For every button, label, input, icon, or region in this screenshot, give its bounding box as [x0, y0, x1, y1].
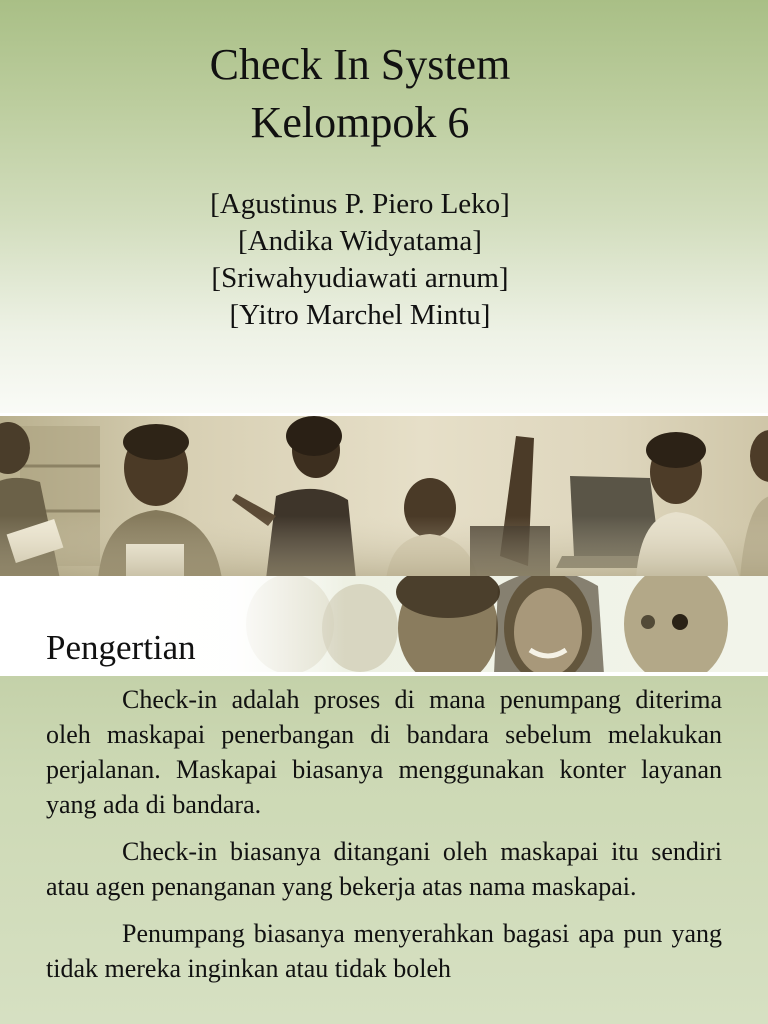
definition-text: [46, 682, 722, 998]
slide-header: [0, 576, 768, 674]
students-photo-strip: [0, 413, 768, 576]
paragraph: Penumpang biasanya menyerahkan bagasi apa pun yang tidak mereka inginkan atau tidak boleh: [46, 919, 722, 983]
slide-body: [0, 676, 768, 1024]
title-line-1: Check In System: [209, 40, 511, 89]
paragraph: Check-in biasanya ditangani oleh maskapai itu sendiri atau agen penanganan yang bekerja atas nama maskapai.: [46, 837, 722, 901]
author-item: [Sriwahyudiawati arnum]: [211, 262, 509, 294]
slide-title: [0, 36, 720, 152]
author-item: [Agustinus P. Piero Leko]: [210, 188, 510, 220]
students-photo-image: [0, 416, 768, 576]
paragraph: Check-in adalah proses di mana penumpang diterima oleh maskapai penerbangan di bandara sebelum melakukan perjalanan. Maskapai biasanya menggunakan konter layanan yang ada di bandara.: [46, 685, 722, 819]
author-item: [Yitro Marchel Mintu]: [229, 299, 491, 331]
author-item: [Andika Widyatama]: [238, 225, 482, 257]
title-line-2: Kelompok 6: [250, 98, 470, 147]
author-list: [0, 186, 720, 334]
content-slide: [0, 576, 768, 1024]
section-title: Pengertian: [46, 628, 196, 667]
